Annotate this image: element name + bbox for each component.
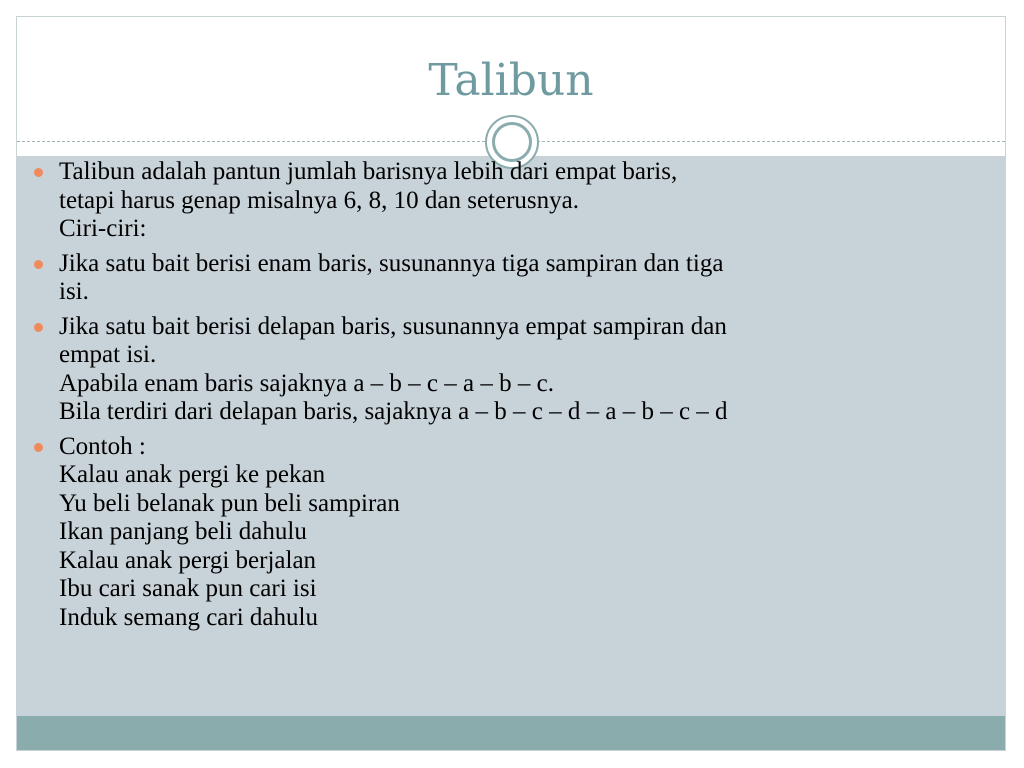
bullet-dot-icon (34, 260, 43, 269)
circle-ornament-inner (492, 122, 532, 162)
bullet-item-eight-lines (34, 313, 954, 427)
poem-line: Ibu cari sanak pun cari isi (59, 575, 317, 602)
bottom-bar (17, 716, 1005, 751)
poem-line: Yu beli belanak pun beli sampiran (59, 489, 400, 517)
poem-line: Induk semang cari dahulu (59, 603, 318, 631)
poem-line: Kalau anak pergi ke pekan (59, 461, 326, 488)
bullet-dot-icon (34, 323, 43, 332)
bullet-dot-icon (34, 443, 43, 452)
bullet-line: Contoh : (59, 432, 146, 460)
bullet-item-definition (34, 158, 954, 244)
bullet-line: Ciri-ciri: (59, 215, 147, 242)
bullet-line: Talibun adalah pantun jumlah barisnya lebih dari empat baris, (59, 158, 678, 185)
bullet-line: Bila terdiri dari delapan baris, sajaknya a – b – c – d – a – b – c – d (59, 398, 728, 425)
bullet-list (34, 158, 954, 638)
bullet-line: tetapi harus genap misalnya 6, 8, 10 dan seterusnya. (59, 186, 579, 214)
bullet-line: Apabila enam baris sajaknya a – b – c – a – b – c. (59, 369, 554, 397)
poem-line: Kalau anak pergi berjalan (59, 546, 317, 574)
bullet-line: isi. (59, 278, 89, 305)
bullet-item-example (34, 433, 954, 633)
poem-line: Ikan panjang beli dahulu (59, 518, 307, 545)
bullet-dot-icon (34, 168, 43, 177)
bullet-item-six-lines (34, 250, 954, 307)
bullet-line: empat isi. (59, 341, 157, 368)
bullet-line: Jika satu bait berisi delapan baris, susunannya empat sampiran dan (59, 312, 727, 340)
slide-title: Talibun (428, 55, 594, 106)
bullet-line: Jika satu bait berisi enam baris, susunannya tiga sampiran dan tiga (59, 249, 724, 277)
